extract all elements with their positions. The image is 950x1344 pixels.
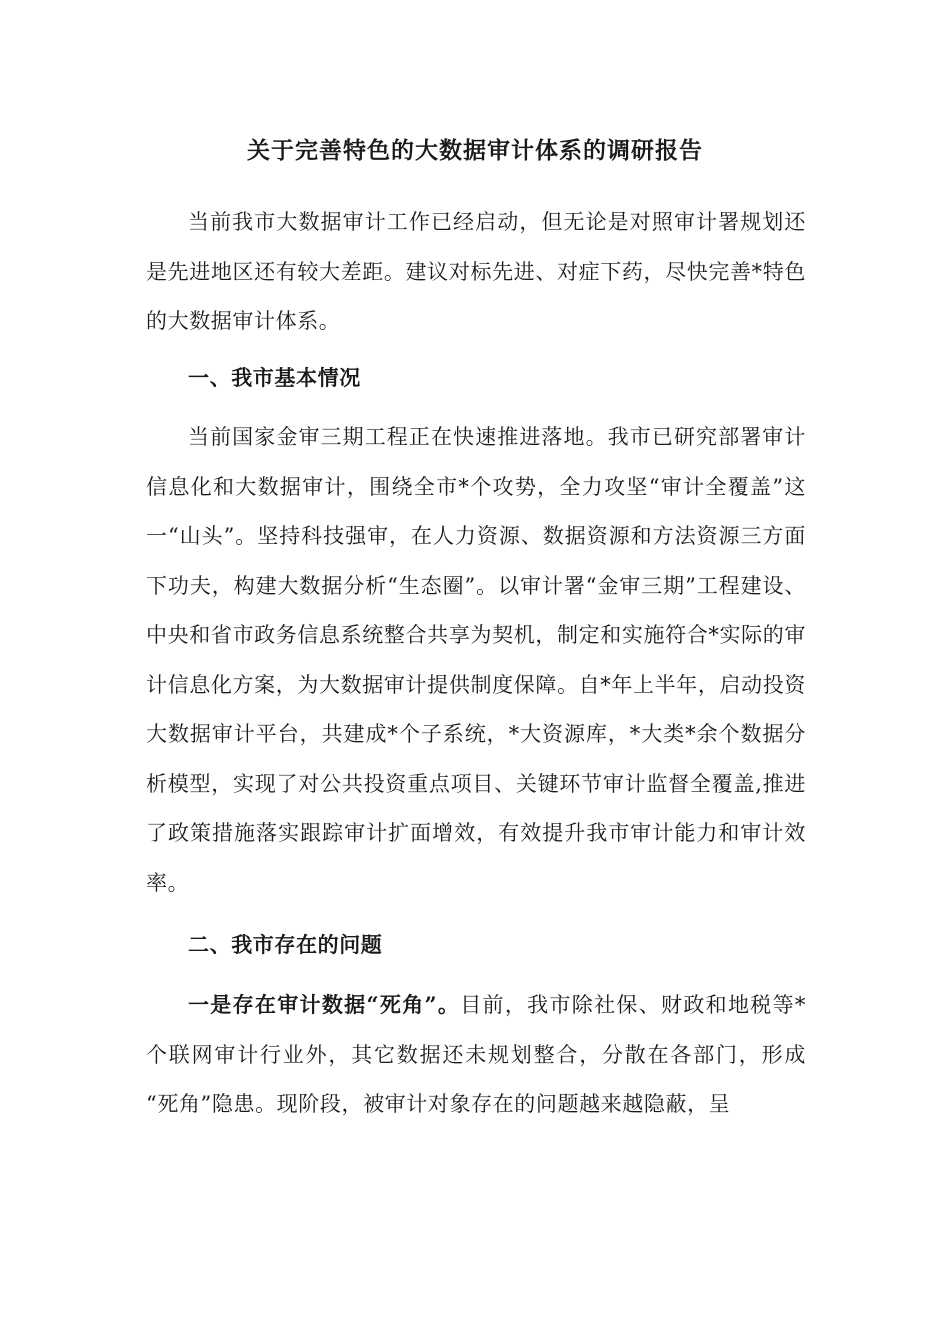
section-2-heading: 二、我市存在的问题 <box>188 932 383 957</box>
document-title: 关于完善特色的大数据审计体系的调研报告 <box>247 137 703 164</box>
section-1-paragraph: 当前国家金审三期工程正在快速推进落地。我市已研究部署审计信息化和大数据审计，围绕全市*个攻势，全力攻坚“审计全覆盖”这一“山头”。坚持科技强审，在人力资源、数据资源和方法资源三方面下功夫，构建大数据分析“生态圈”。以审计署“金审三期”工程建设、中央和省市政务信息系统整合共享为契机，制定和实施符合*实际的审计信息化方案，为大数据审计提供制度保障。自*年上半年，启动投资大数据审计平台，共建成*个子系统，*大资源库，*大类*余个数据分析模型，实现了对公共投资重点项目、关键环节审计监督全覆盖,推进了政策措施落实跟踪审计扩面增效，有效提升我市审计能力和审计效率。 <box>146 425 806 895</box>
section-2-lead-text: 一是存在审计数据“死角”。 <box>188 992 461 1017</box>
section-2-paragraph <box>146 980 806 1130</box>
section-2-body-text: 目前，我市除社保、财政和地税等*个联网审计行业外，其它数据还未规划整合，分散在各部门，形成 “死角”隐患。现阶段，被审计对象存在的问题越来越隐蔽，呈 <box>146 993 806 1116</box>
section-1-heading: 一、我市基本情况 <box>188 365 361 390</box>
intro-paragraph: 当前我市大数据审计工作已经启动，但无论是对照审计署规划还是先进地区还有较大差距。建议对标先进、对症下药，尽快完善*特色的大数据审计体系。 <box>146 210 806 333</box>
